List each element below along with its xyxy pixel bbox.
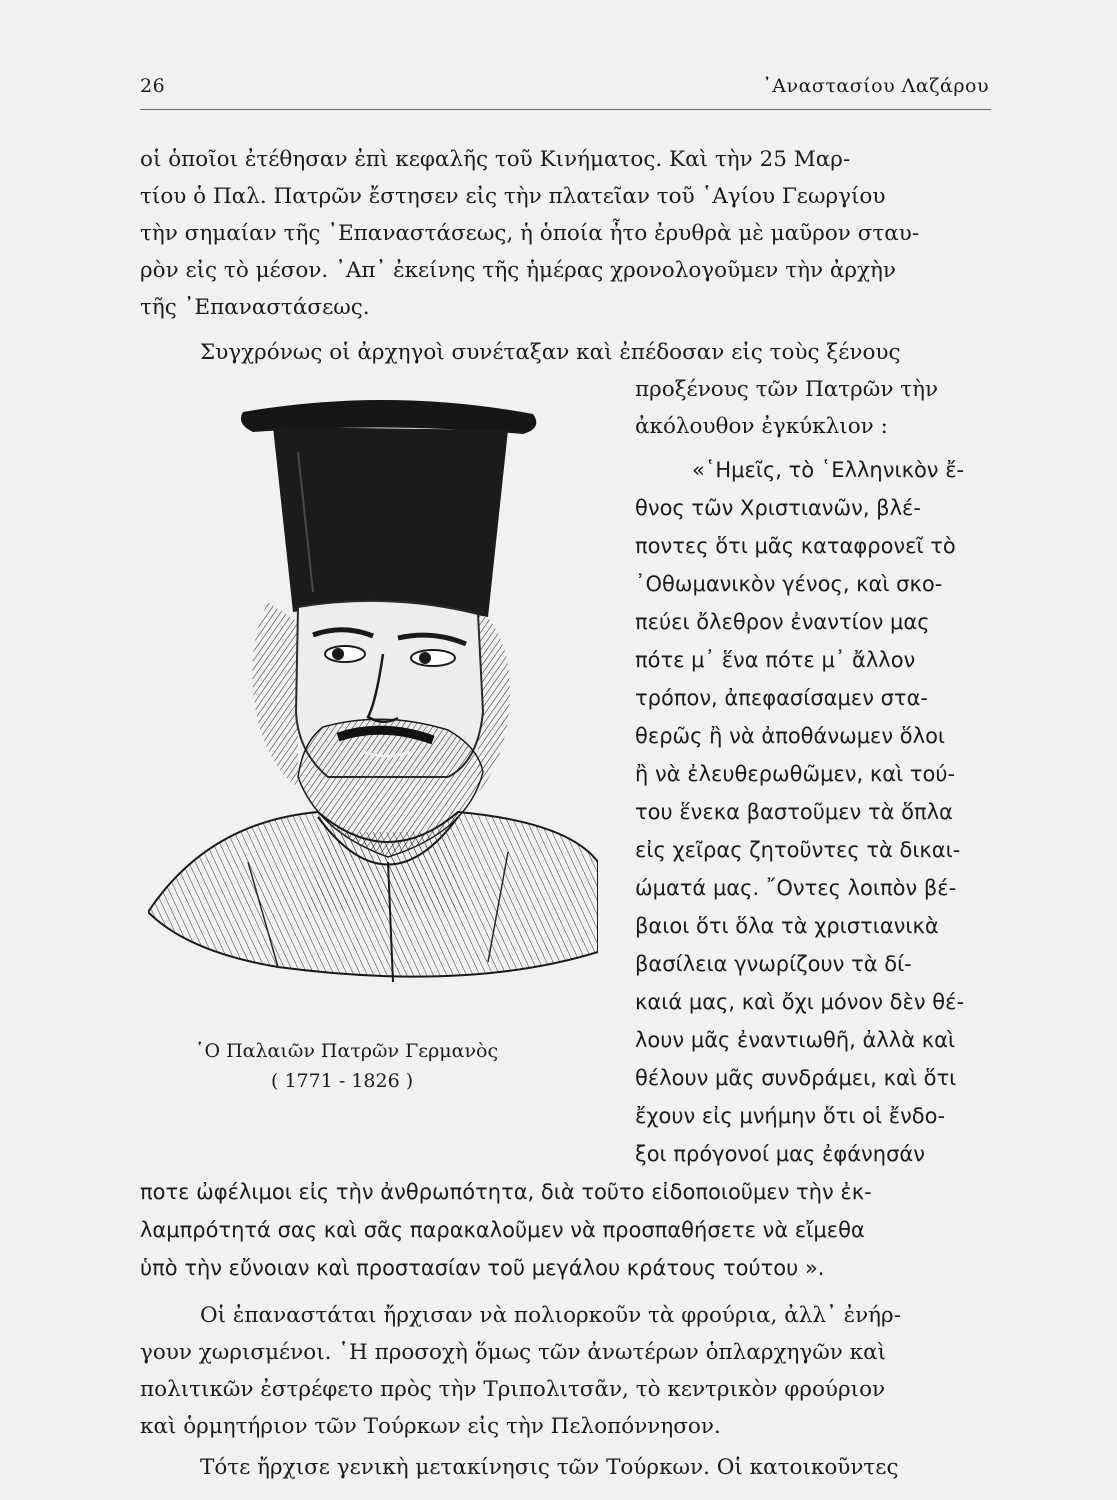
quote-line: ξοι πρόγονοί μας ἐφάνησάν bbox=[635, 1142, 925, 1166]
quote-line: θερῶς ἢ νὰ ἀποθάνωμεν ὅλοι bbox=[635, 724, 946, 748]
quote-line: «῾Ημεῖς, τὸ ῾Ελληνικὸν ἔ- bbox=[692, 458, 965, 482]
quote-line: ώματά μας. ῎Οντες λοιπὸν βέ- bbox=[635, 876, 957, 900]
text-line: Συγχρόνως οἱ ἀρχηγοὶ συνέταξαν καὶ ἐπέδοσαν εἰς τοὺς ξένους bbox=[200, 340, 901, 365]
portrait-illustration bbox=[148, 392, 598, 1027]
quote-line: λουν μᾶς ἐναντιωθῆ, ἀλλὰ καὶ bbox=[635, 1028, 956, 1052]
quote-line: ποτε ὠφέλιμοι εἰς τὴν ἀνθρωπότητα, διὰ τοῦτο εἰδοποιοῦμεν τὴν ἐκ- bbox=[140, 1180, 872, 1204]
text-line: οἱ ὁποῖοι ἐτέθησαν ἐπὶ κεφαλῆς τοῦ Κινήματος. Καὶ τὴν 25 Μαρ- bbox=[140, 147, 851, 172]
quote-line: καιά μας, καὶ ὄχι μόνον δὲν θέ- bbox=[635, 990, 965, 1014]
text-line: γουν χωρισμένοι. ῾Η προσοχὴ ὅμως τῶν ἀνωτέρων ὁπλαρχηγῶν καὶ bbox=[140, 1340, 887, 1365]
header-rule bbox=[140, 109, 991, 110]
quote-line: ποντες ὅτι μᾶς καταφρονεῖ τὸ bbox=[635, 534, 956, 558]
quote-line: τρόπον, ἀπεφασίσαμεν στα- bbox=[635, 686, 928, 710]
text-line: καὶ ὁρμητήριον τῶν Τούρκων εἰς τὴν Πελοπόννησον. bbox=[140, 1414, 721, 1439]
text-line: πολιτικῶν ἐστρέφετο πρὸς τὴν Τριπολιτσᾶν, τὸ κεντρικὸν φρούριον bbox=[140, 1377, 886, 1402]
text-line: τίου ὁ Παλ. Πατρῶν ἔστησεν εἰς τὴν πλατεῖαν τοῦ ῾Αγίου Γεωργίου bbox=[140, 184, 886, 209]
quote-line: ἔχουν εἰς μνήμην ὅτι οἱ ἔνδο- bbox=[635, 1104, 946, 1128]
text-line: τῆς ᾽Επαναστάσεως. bbox=[140, 295, 370, 320]
quote-line: ἢ νὰ ἐλευθερωθῶμεν, καὶ τού- bbox=[635, 762, 956, 786]
text-line: Οἱ ἐπαναστάται ἤρχισαν νὰ πολιορκοῦν τὰ φρούρια, ἀλλ᾽ ἐνήρ- bbox=[200, 1303, 901, 1328]
quote-line: λαμπρότητά σας καὶ σᾶς παρακαλοῦμεν νὰ προσπαθήσετε νὰ εἴμεθα bbox=[140, 1218, 865, 1242]
text-line: Τότε ἤρχισε γενικὴ μετακίνησις τῶν Τούρκων. Οἱ κατοικοῦντες bbox=[200, 1455, 899, 1480]
figure-caption-name: ῾Ο Παλαιῶν Πατρῶν Γερμανὸς bbox=[195, 1040, 499, 1062]
quote-line: του ἕνεκα βαστοῦμεν τὰ ὅπλα bbox=[635, 800, 953, 824]
quote-line: θνος τῶν Χριστιανῶν, βλέ- bbox=[635, 496, 921, 520]
quote-line: πεύει ὄλεθρον ἐναντίον μας bbox=[635, 610, 930, 634]
text-line: ἀκόλουθον ἐγκύκλιον : bbox=[635, 414, 888, 439]
quote-line: ὑπὸ τὴν εὔνοιαν καὶ προστασίαν τοῦ μεγάλου κράτους τούτου ». bbox=[140, 1256, 825, 1280]
text-line: προξένους τῶν Πατρῶν τὴν bbox=[635, 377, 939, 402]
quote-line: βαιοι ὅτι ὅλα τὰ χριστιανικὰ bbox=[635, 914, 939, 938]
quote-line: θέλουν μᾶς συνδράμει, καὶ ὅτι bbox=[635, 1066, 957, 1090]
quote-line: ᾽Οθωμανικὸν γένος, καὶ σκο- bbox=[635, 572, 943, 596]
page-number: 26 bbox=[140, 75, 166, 97]
figure-caption-dates: ( 1771 - 1826 ) bbox=[271, 1070, 414, 1092]
quote-line: πότε μ᾽ ἕνα πότε μ᾽ ἄλλον bbox=[635, 648, 916, 672]
text-line: τὴν σημαίαν τῆς ᾽Επαναστάσεως, ἡ ὁποία ἦτο ἐρυθρὰ μὲ μαῦρον σταυ- bbox=[140, 221, 920, 246]
running-title: ᾽Αναστασίου Λαζάρου bbox=[762, 75, 989, 97]
quote-line: εἰς χεῖρας ζητοῦντες τὰ δικαι- bbox=[635, 838, 961, 862]
text-line: ρὸν εἰς τὸ μέσον. ᾽Απ᾽ ἐκείνης τῆς ἡμέρας χρονολογοῦμεν τὴν ἀρχὴν bbox=[140, 258, 897, 283]
quote-line: βασίλεια γνωρίζουν τὰ δί- bbox=[635, 952, 912, 976]
